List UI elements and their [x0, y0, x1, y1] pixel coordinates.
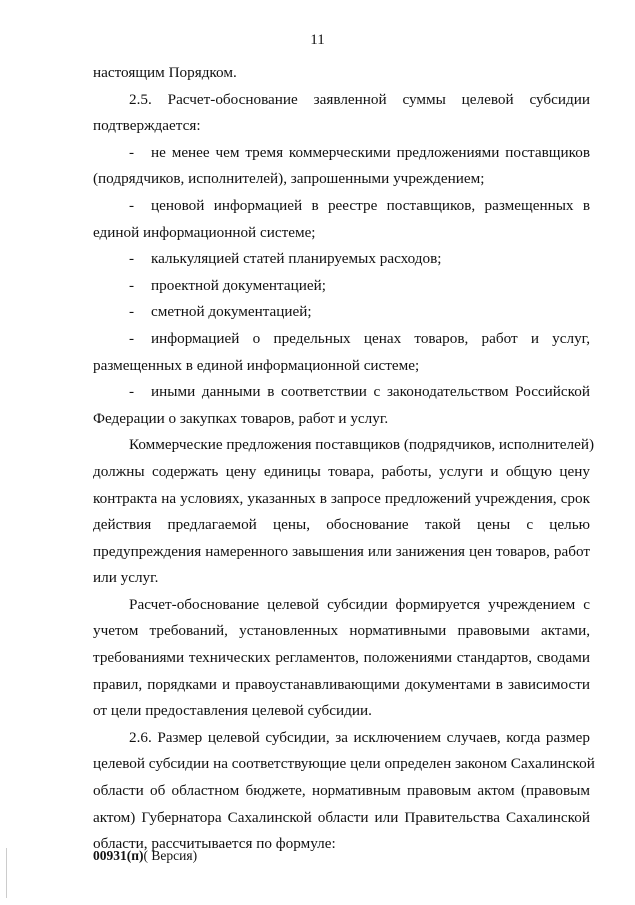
text-line: области, рассчитывается по формуле:: [93, 835, 336, 853]
list-item-text: сметной документацией;: [151, 303, 312, 321]
text-line: или услуг.: [93, 569, 159, 587]
document-footer: [93, 848, 197, 864]
text-line: контракта на условиях, указанных в запросе предложений учреждения, срок: [93, 489, 590, 507]
text-line: 2.5. Расчет-обоснование заявленной суммы целевой субсидии: [129, 90, 590, 108]
page-number: 11: [310, 32, 325, 48]
text-line: целевой субсидии на соответствующие цели определен законом Сахалинской: [93, 755, 595, 773]
list-item-text: не менее чем тремя коммерческими предложениями поставщиков: [151, 143, 590, 161]
text-line: 2.6. Размер целевой субсидии, за исключением случаев, когда размер: [129, 728, 590, 746]
text-line: (подрядчиков, исполнителей), запрошенными учреждением;: [93, 170, 485, 188]
text-line: [93, 379, 590, 406]
list-dash: -: [129, 143, 135, 161]
list-item-text: проектной документацией;: [151, 276, 326, 294]
list-item-text: информацией о предельных ценах товаров, работ и услуг,: [151, 329, 590, 347]
list-dash: -: [129, 329, 135, 347]
text-line: области об областном бюджете, нормативным правовым актом (правовым: [93, 782, 590, 800]
text-line: учетом требований, установленных нормативными правовыми актами,: [93, 622, 590, 640]
text-line: актом) Губернатора Сахалинской области или Правительства Сахалинской: [93, 808, 590, 826]
text-line: размещенных в единой информационной системе;: [93, 356, 420, 374]
list-dash: -: [129, 303, 135, 321]
text-line: единой информационной системе;: [93, 223, 316, 241]
document-version: ( Версия): [143, 848, 198, 863]
text-line: настоящим Порядком.: [93, 64, 237, 81]
list-dash: -: [129, 196, 135, 214]
text-line: правил, порядками и правоустанавливающими документами в зависимости: [93, 675, 590, 693]
text-line: [93, 193, 590, 220]
text-line: Коммерческие предложения поставщиков (подрядчиков, исполнителей): [129, 436, 595, 454]
text-line: требованиями технических регламентов, положениями стандартов, сводами: [93, 649, 590, 667]
document-code: 00931(п): [93, 848, 144, 863]
document-body: [93, 60, 595, 858]
text-line: предупреждения намеренного завышения или занижения цен товаров, работ: [93, 542, 590, 560]
text-line: [93, 140, 590, 167]
text-line: от цели предоставления целевой субсидии.: [93, 702, 372, 720]
list-dash: -: [129, 250, 135, 268]
scan-edge-mark: [6, 848, 7, 898]
list-dash: -: [129, 276, 135, 294]
text-line: [93, 299, 590, 326]
text-line: действия предлагаемой цены, обоснование такой цены с целью: [93, 516, 590, 534]
list-dash: -: [129, 383, 135, 401]
text-line: [93, 326, 590, 353]
text-line: подтверждается:: [93, 117, 201, 135]
list-item-text: иными данными в соответствии с законодательством Российской: [151, 383, 590, 401]
text-line: должны содержать цену единицы товара, работы, услуги и общую цену: [93, 462, 590, 480]
text-line: Федерации о закупках товаров, работ и услуг.: [93, 409, 389, 427]
text-line: [93, 273, 590, 300]
text-line: Расчет-обоснование целевой субсидии формируется учреждением с: [129, 595, 590, 613]
list-item-text: ценовой информацией в реестре поставщиков, размещенных в: [151, 196, 590, 214]
list-item-text: калькуляцией статей планируемых расходов;: [151, 250, 442, 268]
text-line: [93, 246, 590, 273]
